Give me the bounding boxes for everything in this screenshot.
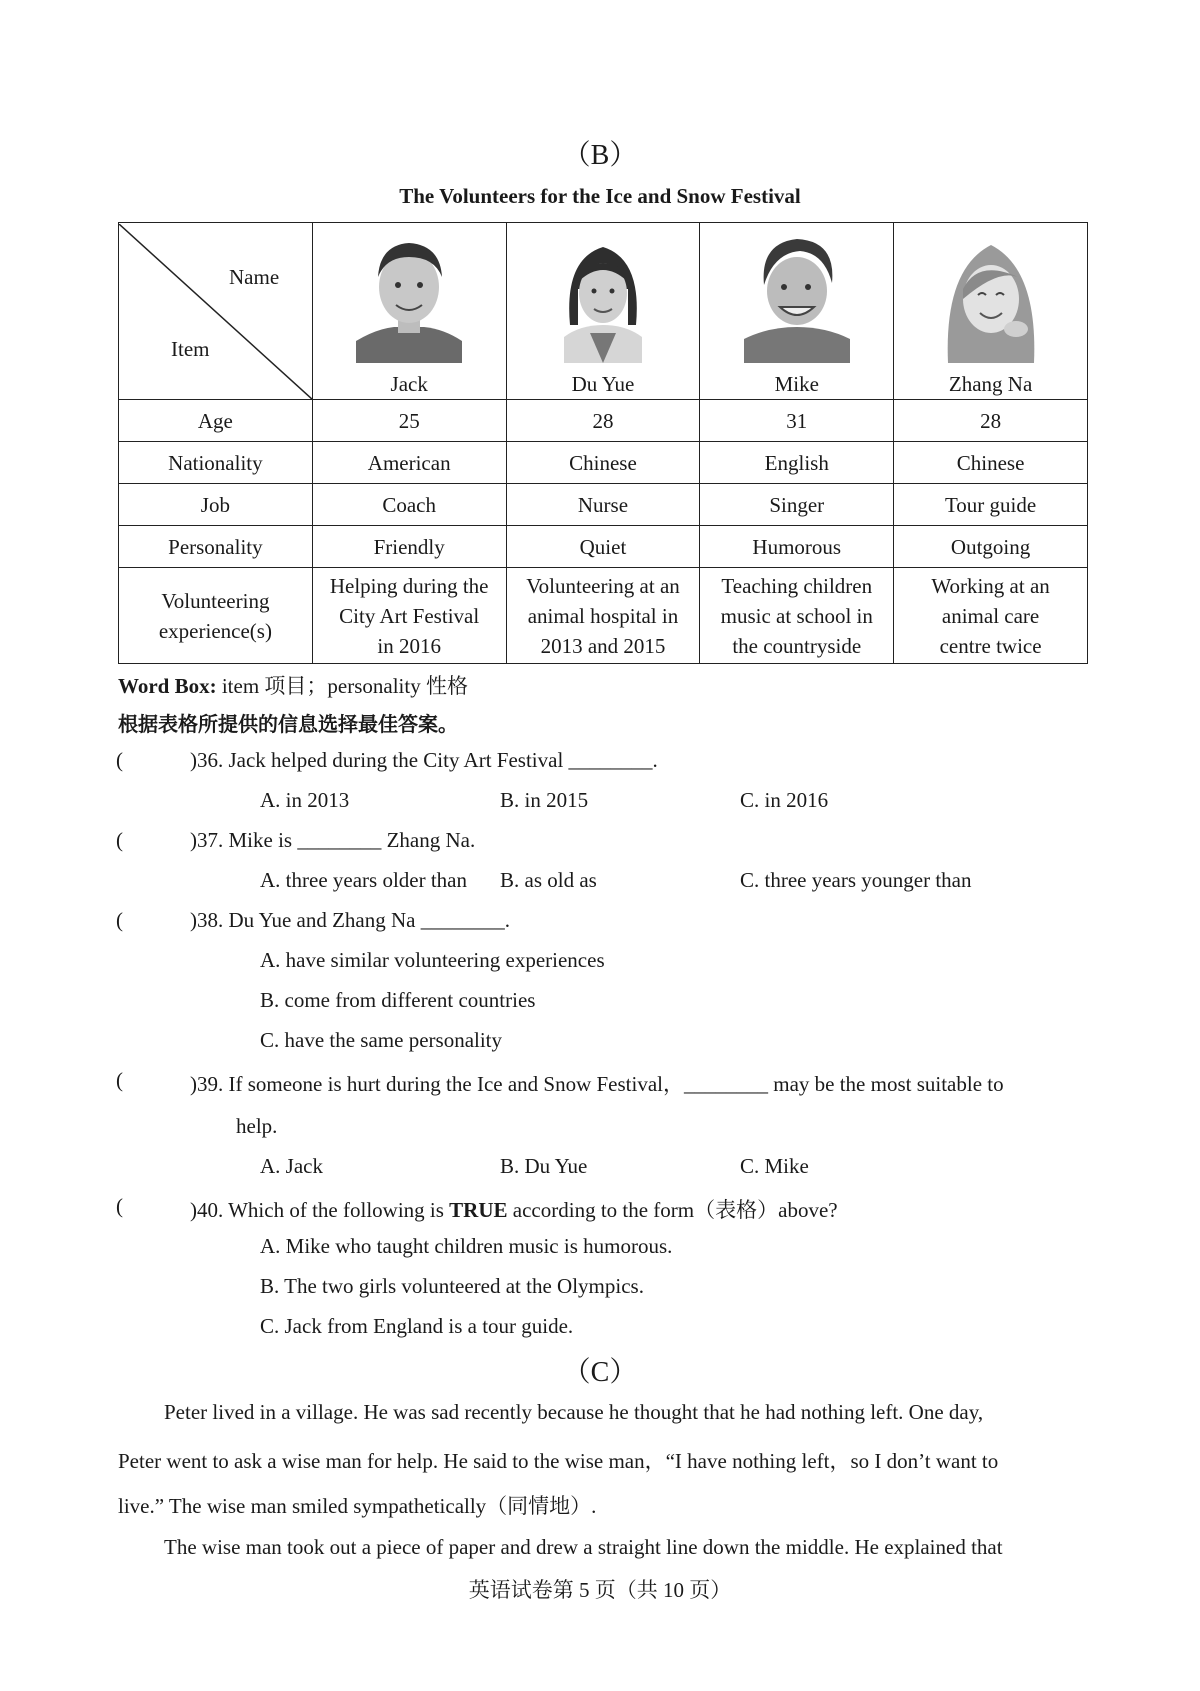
option-c: C. have the same personality: [260, 1028, 503, 1052]
table-cell: English: [700, 442, 894, 484]
table-cell: Outgoing: [894, 526, 1088, 568]
table-row-personality: [119, 526, 1088, 568]
answer-paren[interactable]: (: [116, 1068, 123, 1092]
volunteers-table: [118, 222, 1088, 664]
photo-zhang-na: [938, 229, 1044, 363]
person-cell-mike: [700, 223, 894, 400]
header-diagonal-cell: [119, 223, 313, 400]
person-cell-du-yue: [506, 223, 700, 400]
question-40-bold: TRUE: [449, 1198, 508, 1222]
instruction: 根据表格所提供的信息选择最佳答案。: [118, 712, 458, 736]
row-label: Personality: [119, 526, 313, 568]
option-c: C. Jack from England is a tour guide.: [260, 1314, 574, 1338]
exp-line: centre twice: [939, 633, 1042, 658]
table-cell: Chinese: [894, 442, 1088, 484]
photo-du-yue: [550, 229, 656, 363]
exp-line: 2013 and 2015: [540, 633, 666, 658]
exp-line: Volunteering at an: [526, 573, 680, 598]
person-name: Zhang Na: [948, 372, 1033, 396]
table-cell: Friendly: [312, 526, 506, 568]
table-cell: Humorous: [700, 526, 894, 568]
option-a: A. have similar volunteering experiences: [260, 948, 605, 972]
option-a: A. Jack: [260, 1154, 323, 1178]
table-row-job: [119, 484, 1088, 526]
table-cell: Singer: [700, 484, 894, 526]
person-name: Du Yue: [571, 372, 635, 396]
person-cell-zhang-na: [894, 223, 1088, 400]
section-b-heading: （B）: [562, 140, 638, 171]
option-a: A. Mike who taught children music is humorous.: [260, 1234, 673, 1258]
passage-line: live.” The wise man smiled sympathetically（同情地）.: [118, 1494, 597, 1518]
exp-line: the countryside: [732, 633, 862, 658]
table-cell: [506, 568, 700, 664]
header-item-label: Item: [171, 337, 210, 361]
table-row-nationality: [119, 442, 1088, 484]
page-footer: 英语试卷第 5 页（共 10 页）: [468, 1578, 732, 1602]
table-cell: 31: [700, 400, 894, 442]
table-cell: 28: [506, 400, 700, 442]
question-40: [190, 1194, 838, 1224]
answer-paren[interactable]: (: [116, 908, 123, 932]
passage-line: The wise man took out a piece of paper and drew a straight line down the middle. He explained that: [164, 1535, 1003, 1559]
exp-line: in 2016: [377, 633, 441, 658]
exp-line: City Art Festival: [339, 603, 480, 628]
photo-jack: [356, 229, 462, 363]
option-b: B. come from different countries: [260, 988, 536, 1012]
exp-line: animal care: [941, 603, 1040, 628]
answer-paren[interactable]: (: [116, 1194, 123, 1218]
question-40-post: according to the form（表格）above?: [507, 1198, 838, 1222]
exp-line: Working at an: [931, 573, 1050, 598]
table-cell: [894, 568, 1088, 664]
table-cell: Quiet: [506, 526, 700, 568]
question-38: )38. Du Yue and Zhang Na ________.: [190, 908, 510, 932]
row-label-line: Volunteering: [161, 588, 270, 613]
header-name-label: Name: [229, 265, 280, 289]
table-cell: Tour guide: [894, 484, 1088, 526]
row-label: [119, 568, 313, 664]
exp-line: music at school in: [720, 603, 873, 628]
passage-line: Peter lived in a village. He was sad recently because he thought that he had nothing left. One day,: [164, 1400, 984, 1424]
word-box-label: Word Box:: [118, 674, 217, 698]
answer-paren[interactable]: (: [116, 748, 123, 772]
question-39: )39. If someone is hurt during the Ice and Snow Festival，________ may be the most suitable to: [190, 1072, 1004, 1096]
table-row-experience: [119, 568, 1088, 664]
person-name: Jack: [390, 372, 428, 396]
option-b: B. as old as: [500, 868, 597, 892]
table-cell: 25: [312, 400, 506, 442]
exp-line: Helping during the: [329, 573, 489, 598]
option-b: B. in 2015: [500, 788, 589, 812]
row-label: Age: [119, 400, 313, 442]
option-a: A. three years older than: [260, 868, 467, 892]
table-row-age: [119, 400, 1088, 442]
question-37: )37. Mike is ________ Zhang Na.: [190, 828, 476, 852]
option-b: B. Du Yue: [500, 1154, 588, 1178]
table-cell: Coach: [312, 484, 506, 526]
table-header-row: [119, 223, 1088, 400]
row-label: Nationality: [119, 442, 313, 484]
option-a: A. in 2013: [260, 788, 350, 812]
section-c-heading: （C）: [562, 1357, 638, 1388]
table-cell: [700, 568, 894, 664]
person-cell-jack: [312, 223, 506, 400]
exp-line: animal hospital in: [527, 603, 679, 628]
photo-mike: [744, 229, 850, 363]
row-label: Job: [119, 484, 313, 526]
word-box: [118, 670, 468, 700]
table-cell: Chinese: [506, 442, 700, 484]
exp-line: Teaching children: [721, 573, 873, 598]
option-c: C. Mike: [740, 1154, 809, 1178]
question-39-cont: help.: [236, 1114, 278, 1138]
option-c: C. in 2016: [740, 788, 829, 812]
question-36: )36. Jack helped during the City Art Festival ________.: [190, 748, 658, 772]
question-40-pre: )40. Which of the following is: [190, 1198, 450, 1222]
table-cell: Nurse: [506, 484, 700, 526]
option-b: B. The two girls volunteered at the Olympics.: [260, 1274, 644, 1298]
person-name: Mike: [774, 372, 819, 396]
table-cell: American: [312, 442, 506, 484]
passage-line: Peter went to ask a wise man for help. He said to the wise man，“I have nothing left，so I don’t want to: [118, 1449, 999, 1473]
answer-paren[interactable]: (: [116, 828, 123, 852]
table-cell: 28: [894, 400, 1088, 442]
table-cell: [312, 568, 506, 664]
diagonal-line: [119, 224, 313, 400]
row-label-line: experience(s): [158, 618, 272, 643]
table-title: The Volunteers for the Ice and Snow Festival: [399, 184, 801, 208]
word-box-text: item 项目；personality 性格: [216, 674, 468, 698]
option-c: C. three years younger than: [740, 868, 972, 892]
